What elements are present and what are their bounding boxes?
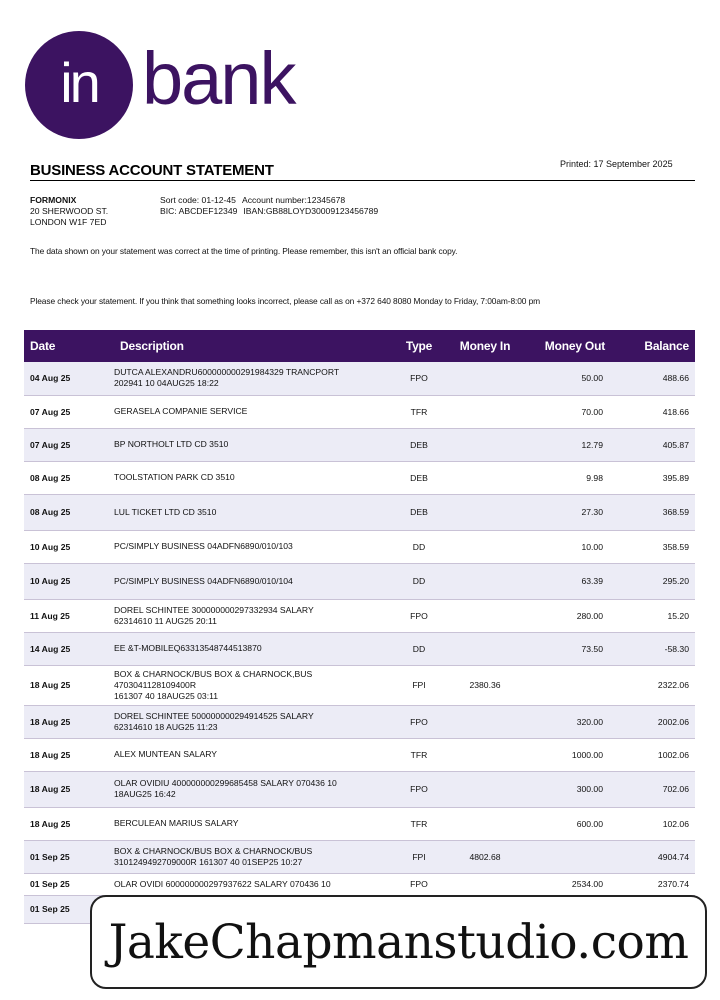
cell-money-out: 2534.00: [526, 873, 611, 895]
cell-money-out: 63.39: [526, 563, 611, 599]
cell-money-in: [444, 705, 526, 738]
cell-balance: 102.06: [611, 807, 695, 840]
cell-date: 18 Aug 25: [24, 705, 114, 738]
cell-money-in: [444, 599, 526, 632]
description-line-2: 161307 40 18AUG25 03:11: [114, 690, 219, 701]
col-type: Type: [394, 330, 444, 362]
table-row: [24, 665, 695, 705]
cell-money-in: [444, 461, 526, 494]
cell-date: 07 Aug 25: [24, 395, 114, 428]
address-line-2: LONDON W1F 7ED: [30, 217, 107, 227]
cell-description: [114, 530, 394, 563]
cell-date: 04 Aug 25: [24, 362, 114, 395]
cell-money-out: 50.00: [526, 362, 611, 395]
cell-money-in: [444, 530, 526, 563]
cell-money-in: [444, 563, 526, 599]
cell-money-out: 12.79: [526, 428, 611, 461]
cell-type: TFR: [394, 395, 444, 428]
cell-type: FPO: [394, 873, 444, 895]
description-line-1: ALEX MUNTEAN SALARY: [114, 749, 217, 759]
cell-balance: -58.30: [611, 632, 695, 665]
table-row: [24, 563, 695, 599]
cell-money-in: [444, 738, 526, 771]
cell-money-out: [526, 665, 611, 705]
inbank-logo: [24, 30, 324, 140]
description-line-2: 62314610 11 AUG25 20:11: [114, 615, 217, 626]
cell-date: 10 Aug 25: [24, 530, 114, 563]
cell-money-in: [444, 362, 526, 395]
title-divider: [30, 180, 695, 181]
cell-description: [114, 632, 394, 665]
cell-date: 01 Sep 25: [24, 840, 114, 873]
cell-balance: 4904.74: [611, 840, 695, 873]
cell-money-out: 27.30: [526, 494, 611, 530]
cell-description: [114, 461, 394, 494]
cell-description: [114, 494, 394, 530]
cell-type: FPI: [394, 665, 444, 705]
cell-type: DEB: [394, 461, 444, 494]
cell-type: DD: [394, 530, 444, 563]
cell-description: [114, 807, 394, 840]
description-line-1: BP NORTHOLT LTD CD 3510: [114, 439, 229, 449]
table-header-row: [24, 330, 695, 362]
cell-date: 08 Aug 25: [24, 461, 114, 494]
description-line-1: TOOLSTATION PARK CD 3510: [114, 472, 235, 482]
cell-money-in: 4802.68: [444, 840, 526, 873]
cell-date: 01 Sep 25: [24, 895, 114, 923]
cell-balance: 2322.06: [611, 665, 695, 705]
iban: IBAN:GB88LOYD30009123456789: [243, 206, 379, 216]
cell-date: 01 Sep 25: [24, 873, 114, 895]
cell-date: 18 Aug 25: [24, 807, 114, 840]
table-row: [24, 873, 695, 895]
cell-money-in: [444, 807, 526, 840]
cell-balance: 702.06: [611, 771, 695, 807]
cell-description: [114, 665, 394, 705]
cell-type: TFR: [394, 807, 444, 840]
check-notice: Please check your statement. If you think that something looks incorrect, please call as on +372 640 8080 Monday to Friday, 7:00am-8:00 pm: [30, 296, 541, 306]
description-line-1: DOREL SCHINTEE 500000000294914525 SALARY: [114, 710, 314, 721]
table-row: [24, 530, 695, 563]
cell-money-in: [444, 428, 526, 461]
description-line-1: PC/SIMPLY BUSINESS 04ADFN6890/010/103: [114, 541, 293, 551]
cell-money-out: 73.50: [526, 632, 611, 665]
cell-description: [114, 599, 394, 632]
col-balance: Balance: [611, 330, 695, 362]
table-row: [24, 840, 695, 873]
col-date: Date: [24, 330, 114, 362]
col-money-out: Money Out: [526, 330, 611, 362]
cell-money-in: [444, 494, 526, 530]
logo-word: bank: [142, 37, 295, 120]
table-row: [24, 738, 695, 771]
cell-money-out: 9.98: [526, 461, 611, 494]
description-line-1: OLAR OVIDI 600000000297937622 SALARY 070436 10: [114, 878, 331, 889]
description-line-1: LUL TICKET LTD CD 3510: [114, 506, 217, 517]
cell-money-out: 1000.00: [526, 738, 611, 771]
table-row: [24, 461, 695, 494]
cell-type: FPO: [394, 705, 444, 738]
cell-date: 18 Aug 25: [24, 771, 114, 807]
description-line-2: 18AUG25 16:42: [114, 789, 176, 799]
table-row: [24, 362, 695, 395]
cell-description: [114, 362, 394, 395]
cell-money-out: 320.00: [526, 705, 611, 738]
cell-description: [114, 873, 394, 895]
cell-type: DEB: [394, 494, 444, 530]
cell-description: [114, 428, 394, 461]
address-line-1: 20 SHERWOOD ST.: [30, 206, 109, 216]
description-line-1: OLAR OVIDIU 400000000299685458 SALARY 070436 10: [114, 778, 337, 788]
table-row: [24, 395, 695, 428]
col-money-in: Money In: [444, 330, 526, 362]
cell-balance: 418.66: [611, 395, 695, 428]
table-row: [24, 807, 695, 840]
cell-type: FPO: [394, 771, 444, 807]
cell-money-in: [444, 771, 526, 807]
description-line-1: BOX & CHARNOCK/BUS BOX & CHARNOCK/BUS: [114, 845, 313, 856]
description-line-2: 62314610 18 AUG25 11:23: [114, 721, 218, 732]
cell-balance: 395.89: [611, 461, 695, 494]
cell-balance: 358.59: [611, 530, 695, 563]
description-line-1: PC/SIMPLY BUSINESS 04ADFN6890/010/104: [114, 575, 293, 586]
cell-balance: 2002.06: [611, 705, 695, 738]
cell-date: 08 Aug 25: [24, 494, 114, 530]
cell-description: [114, 705, 394, 738]
cell-type: TFR: [394, 738, 444, 771]
customer-address: [30, 195, 108, 228]
cell-money-in: [444, 395, 526, 428]
cell-balance: 2370.74: [611, 873, 695, 895]
cell-money-in: [444, 632, 526, 665]
table-row: [24, 599, 695, 632]
description-line-1: DUTCA ALEXANDRU600000000291984329 TRANCPORT: [114, 367, 340, 378]
description-line-2: 202941 10 04AUG25 18:22: [114, 378, 219, 389]
cell-type: DD: [394, 563, 444, 599]
cell-description: [114, 771, 394, 807]
col-description: Description: [114, 330, 394, 362]
description-line-2: 3101249492709000R 161307 40 01SEP25 10:27: [114, 856, 303, 867]
account-details: [160, 195, 378, 217]
cell-date: 07 Aug 25: [24, 428, 114, 461]
cell-type: DD: [394, 632, 444, 665]
cell-date: 10 Aug 25: [24, 563, 114, 599]
data-notice: The data shown on your statement was correct at the time of printing. Please remember, this isn't an official bank copy.: [30, 246, 458, 256]
table-row: [24, 632, 695, 665]
statement-title: BUSINESS ACCOUNT STATEMENT: [30, 162, 274, 179]
cell-money-out: 280.00: [526, 599, 611, 632]
cell-balance: 15.20: [611, 599, 695, 632]
cell-money-out: [526, 840, 611, 873]
cell-description: [114, 738, 394, 771]
cell-type: FPO: [394, 599, 444, 632]
cell-money-out: 600.00: [526, 807, 611, 840]
cell-description: [114, 840, 394, 873]
description-line-1: BERCULEAN MARIUS SALARY: [114, 818, 239, 828]
watermark: JakeChapmanstudio.com: [90, 895, 707, 989]
cell-money-out: 10.00: [526, 530, 611, 563]
table-row: [24, 428, 695, 461]
table-row: [24, 705, 695, 738]
cell-balance: 295.20: [611, 563, 695, 599]
cell-money-out: 70.00: [526, 395, 611, 428]
cell-date: 18 Aug 25: [24, 665, 114, 705]
company-name: FORMONIX: [30, 195, 77, 205]
cell-money-in: [444, 873, 526, 895]
description-line-1: GERASELA COMPANIE SERVICE: [114, 406, 248, 416]
account-number: Account number:12345678: [241, 195, 346, 205]
description-line-1: BOX & CHARNOCK/BUS BOX & CHARNOCK,BUS 4703041128109400R: [114, 668, 313, 690]
cell-date: 18 Aug 25: [24, 738, 114, 771]
cell-money-in: 2380.36: [444, 665, 526, 705]
bic: BIC: ABCDEF12349: [160, 206, 238, 216]
table-row: [24, 494, 695, 530]
cell-date: 11 Aug 25: [24, 599, 114, 632]
cell-balance: 405.87: [611, 428, 695, 461]
cell-type: FPO: [394, 362, 444, 395]
description-line-1: DOREL SCHINTEE 300000000297332934 SALARY: [114, 604, 314, 615]
cell-balance: 368.59: [611, 494, 695, 530]
cell-type: DEB: [394, 428, 444, 461]
cell-date: 14 Aug 25: [24, 632, 114, 665]
cell-money-out: 300.00: [526, 771, 611, 807]
logo-mark: in: [60, 51, 98, 114]
table-row: [24, 771, 695, 807]
cell-description: [114, 395, 394, 428]
cell-balance: 488.66: [611, 362, 695, 395]
sort-code: Sort code: 01-12-45: [160, 195, 236, 205]
cell-type: FPI: [394, 840, 444, 873]
printed-date: Printed: 17 September 2025: [560, 159, 673, 169]
description-line-1: EE &T-MOBILEQ63313548744513870: [114, 643, 262, 653]
transactions-table: [24, 330, 695, 924]
cell-balance: 1002.06: [611, 738, 695, 771]
cell-description: [114, 563, 394, 599]
